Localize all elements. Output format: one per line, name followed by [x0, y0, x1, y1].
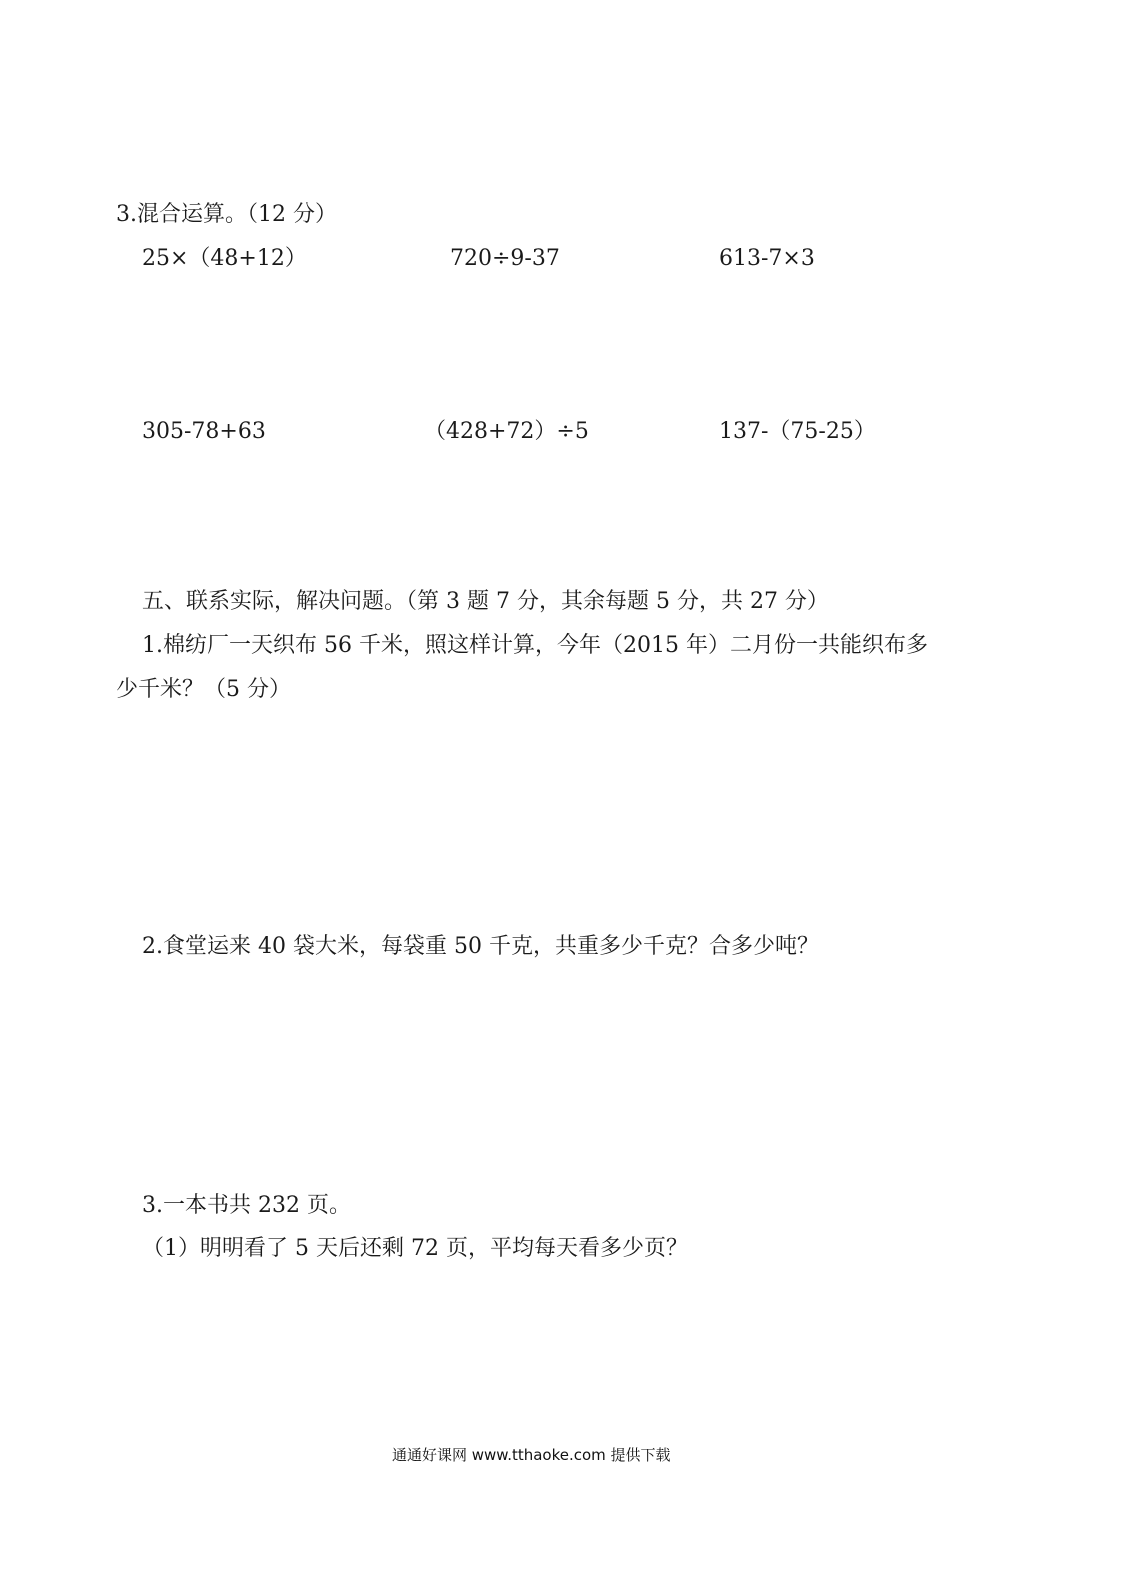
question-1-line-2: 少千米？（5 分） [116, 677, 291, 702]
expression-2: 720÷9-37 [450, 246, 560, 271]
question-2: 2.食堂运来 40 袋大米，每袋重 50 千克，共重多少千克？合多少吨？ [142, 934, 819, 959]
expression-3: 613-7×3 [719, 246, 815, 271]
expression-5: （428+72）÷5 [424, 419, 589, 444]
expression-6: 137-（75-25） [719, 419, 876, 444]
footer-source: 通通好课网 www.tthaoke.com 提供下载 [392, 1446, 671, 1464]
mixed-ops-heading: 3.混合运算。（12 分） [116, 202, 337, 227]
question-1-line-1: 1.棉纺厂一天织布 56 千米，照这样计算，今年（2015 年）二月份一共能织布多 [142, 633, 928, 658]
expression-1: 25×（48+12） [142, 246, 307, 271]
question-3: 3.一本书共 232 页。 [142, 1193, 351, 1218]
question-3-part-1: （1）明明看了 5 天后还剩 72 页，平均每天看多少页？ [142, 1236, 688, 1261]
expression-4: 305-78+63 [142, 419, 266, 444]
section-5-heading: 五、联系实际，解决问题。（第 3 题 7 分，其余每题 5 分，共 27 分） [142, 589, 829, 614]
